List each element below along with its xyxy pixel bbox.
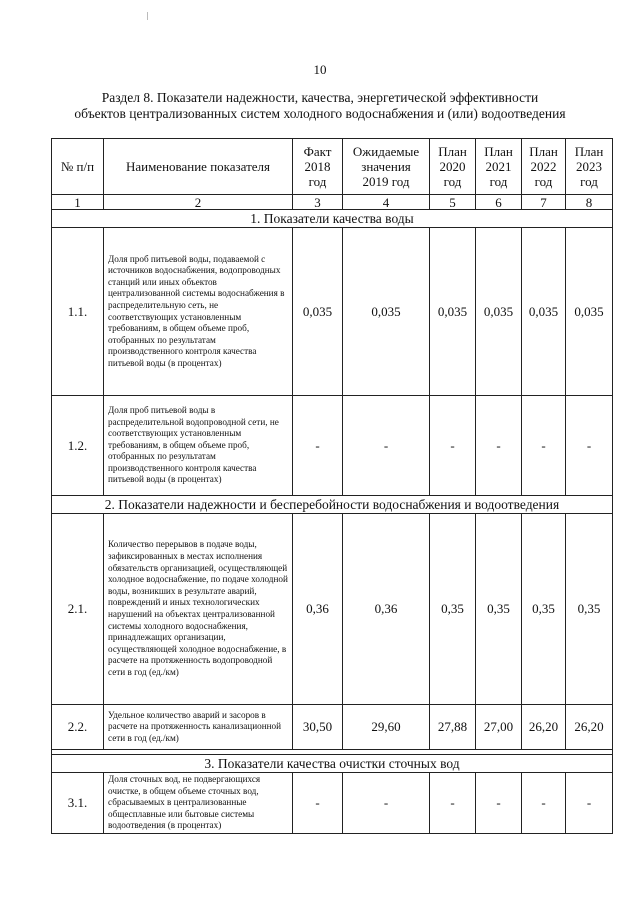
row-number: 2.2.	[52, 705, 104, 750]
header-plan-2022-l3: год	[534, 174, 553, 189]
indicator-name: Количество перерывов в подаче воды, зафиксированных в местах исполнения обязательств организацией, осуществляющей холодное водоснабжение, по подаче холодной воды, возникших в результате аварий, повреждений и иных технологических нарушений на объектах централизованной системы холодного водоснабжения, принадлежащих организации, осуществляющей холодное водоснабжение, в расчете на протяженность водопроводной сети в год (ед./км)	[104, 514, 293, 705]
column-number-row	[52, 195, 613, 210]
value-expected-2019: 29,60	[343, 705, 430, 750]
value-plan-2023: 0,35	[566, 514, 613, 705]
header-plan-2022-l2: 2022	[530, 159, 557, 174]
header-expected-2019-l1: Ожидаемые	[352, 144, 420, 159]
section-title-line1: Раздел 8. Показатели надежности, качества, энергетической эффективности	[101, 90, 539, 105]
table-row	[52, 396, 613, 496]
scan-artifact	[147, 12, 148, 20]
header-plan-2020-l3: год	[443, 174, 462, 189]
header-plan-2023-l1: План	[574, 144, 604, 159]
header-fact-2018	[293, 139, 343, 195]
header-plan-2021-l3: год	[489, 174, 508, 189]
row-number: 1.1.	[52, 228, 104, 396]
header-plan-2023-l3: год	[580, 174, 598, 189]
section-row	[52, 496, 613, 514]
table-row	[52, 773, 613, 834]
header-plan-2023-l2: 2023	[576, 159, 602, 174]
value-plan-2023: -	[566, 773, 613, 834]
value-plan-2022: 0,035	[522, 228, 566, 396]
header-fact-2018-l3: год	[308, 174, 327, 189]
section-heading: 1. Показатели качества воды	[52, 210, 613, 228]
value-fact-2018: -	[293, 773, 343, 834]
value-plan-2020: 27,88	[430, 705, 476, 750]
value-fact-2018: 0,035	[293, 228, 343, 396]
value-fact-2018: 30,50	[293, 705, 343, 750]
section-heading: 2. Показатели надежности и бесперебойности водоснабжения и водоотведения	[52, 496, 613, 514]
table-row	[52, 514, 613, 705]
value-plan-2021: 27,00	[476, 705, 522, 750]
value-plan-2022: -	[522, 773, 566, 834]
value-plan-2023: 26,20	[566, 705, 613, 750]
value-plan-2023: -	[566, 396, 613, 496]
header-expected-2019	[343, 139, 430, 195]
indicator-name: Доля проб питьевой воды, подаваемой с источников водоснабжения, водопроводных станций или иных объектов централизованной системы водоснабжения в распределительную сеть, не соответствующих установленным требованиям, в общем объеме проб, отобранных по результатам производственного контроля качества питьевой воды (в процентах)	[104, 228, 293, 396]
section-heading: 3. Показатели качества очистки сточных вод	[52, 755, 613, 773]
column-number: 8	[566, 195, 613, 210]
value-plan-2021: -	[476, 773, 522, 834]
header-plan-2022-l1: План	[529, 144, 558, 159]
value-plan-2022: -	[522, 396, 566, 496]
header-plan-2020-l2: 2020	[439, 159, 466, 174]
header-row	[52, 139, 613, 195]
row-number: 1.2.	[52, 396, 104, 496]
column-number: 6	[476, 195, 522, 210]
value-plan-2021: 0,35	[476, 514, 522, 705]
header-plan-2022	[522, 139, 566, 195]
column-number: 2	[104, 195, 293, 210]
value-plan-2020: 0,035	[430, 228, 476, 396]
value-plan-2021: -	[476, 396, 522, 496]
header-expected-2019-l3: 2019 год	[362, 174, 410, 189]
header-plan-2020-l1: План	[438, 144, 467, 159]
header-name: Наименование показателя	[104, 139, 293, 195]
page-number: 10	[313, 62, 327, 77]
value-expected-2019: -	[343, 396, 430, 496]
header-expected-2019-l2: значения	[361, 159, 411, 174]
indicator-name: Удельное количество аварий и засоров в расчете на протяженность канализационной сети в год (ед./км)	[104, 705, 293, 750]
header-no: № п/п	[52, 139, 104, 195]
column-number: 3	[293, 195, 343, 210]
value-plan-2020: -	[430, 773, 476, 834]
header-plan-2020	[430, 139, 476, 195]
value-plan-2023: 0,035	[566, 228, 613, 396]
header-plan-2021-l1: План	[484, 144, 513, 159]
header-fact-2018-l2: 2018	[304, 159, 331, 174]
row-number: 2.1.	[52, 514, 104, 705]
table-row	[52, 705, 613, 750]
section-row	[52, 755, 613, 773]
column-number: 1	[52, 195, 104, 210]
value-plan-2022: 26,20	[522, 705, 566, 750]
value-plan-2020: 0,35	[430, 514, 476, 705]
header-plan-2021-l2: 2021	[485, 159, 512, 174]
header-plan-2023	[566, 139, 613, 195]
value-plan-2020: -	[430, 396, 476, 496]
header-fact-2018-l1: Факт	[303, 144, 332, 159]
section-row	[52, 210, 613, 228]
section-title-line2: объектов централизованных систем холодного водоснабжения и (или) водоотведения	[74, 106, 566, 121]
column-number: 7	[522, 195, 566, 210]
row-number: 3.1.	[52, 773, 104, 834]
table-row	[52, 228, 613, 396]
indicator-name: Доля сточных вод, не подвергающихся очистке, в общем объеме сточных вод, сбрасываемых в централизованные общесплавные или бытовые системы водоотведения (в процентах)	[104, 773, 293, 834]
value-plan-2021: 0,035	[476, 228, 522, 396]
section-title	[40, 90, 600, 122]
column-number: 5	[430, 195, 476, 210]
value-fact-2018: 0,36	[293, 514, 343, 705]
value-fact-2018: -	[293, 396, 343, 496]
value-plan-2022: 0,35	[522, 514, 566, 705]
column-number: 4	[343, 195, 430, 210]
value-expected-2019: 0,035	[343, 228, 430, 396]
indicator-name: Доля проб питьевой воды в распределительной водопроводной сети, не соответствующих установленным требованиям, в общем объеме проб, отобранных по результатам производственного контроля качества питьевой воды (в процентах)	[104, 396, 293, 496]
header-plan-2021	[476, 139, 522, 195]
value-expected-2019: -	[343, 773, 430, 834]
value-expected-2019: 0,36	[343, 514, 430, 705]
indicators-table	[51, 138, 613, 834]
